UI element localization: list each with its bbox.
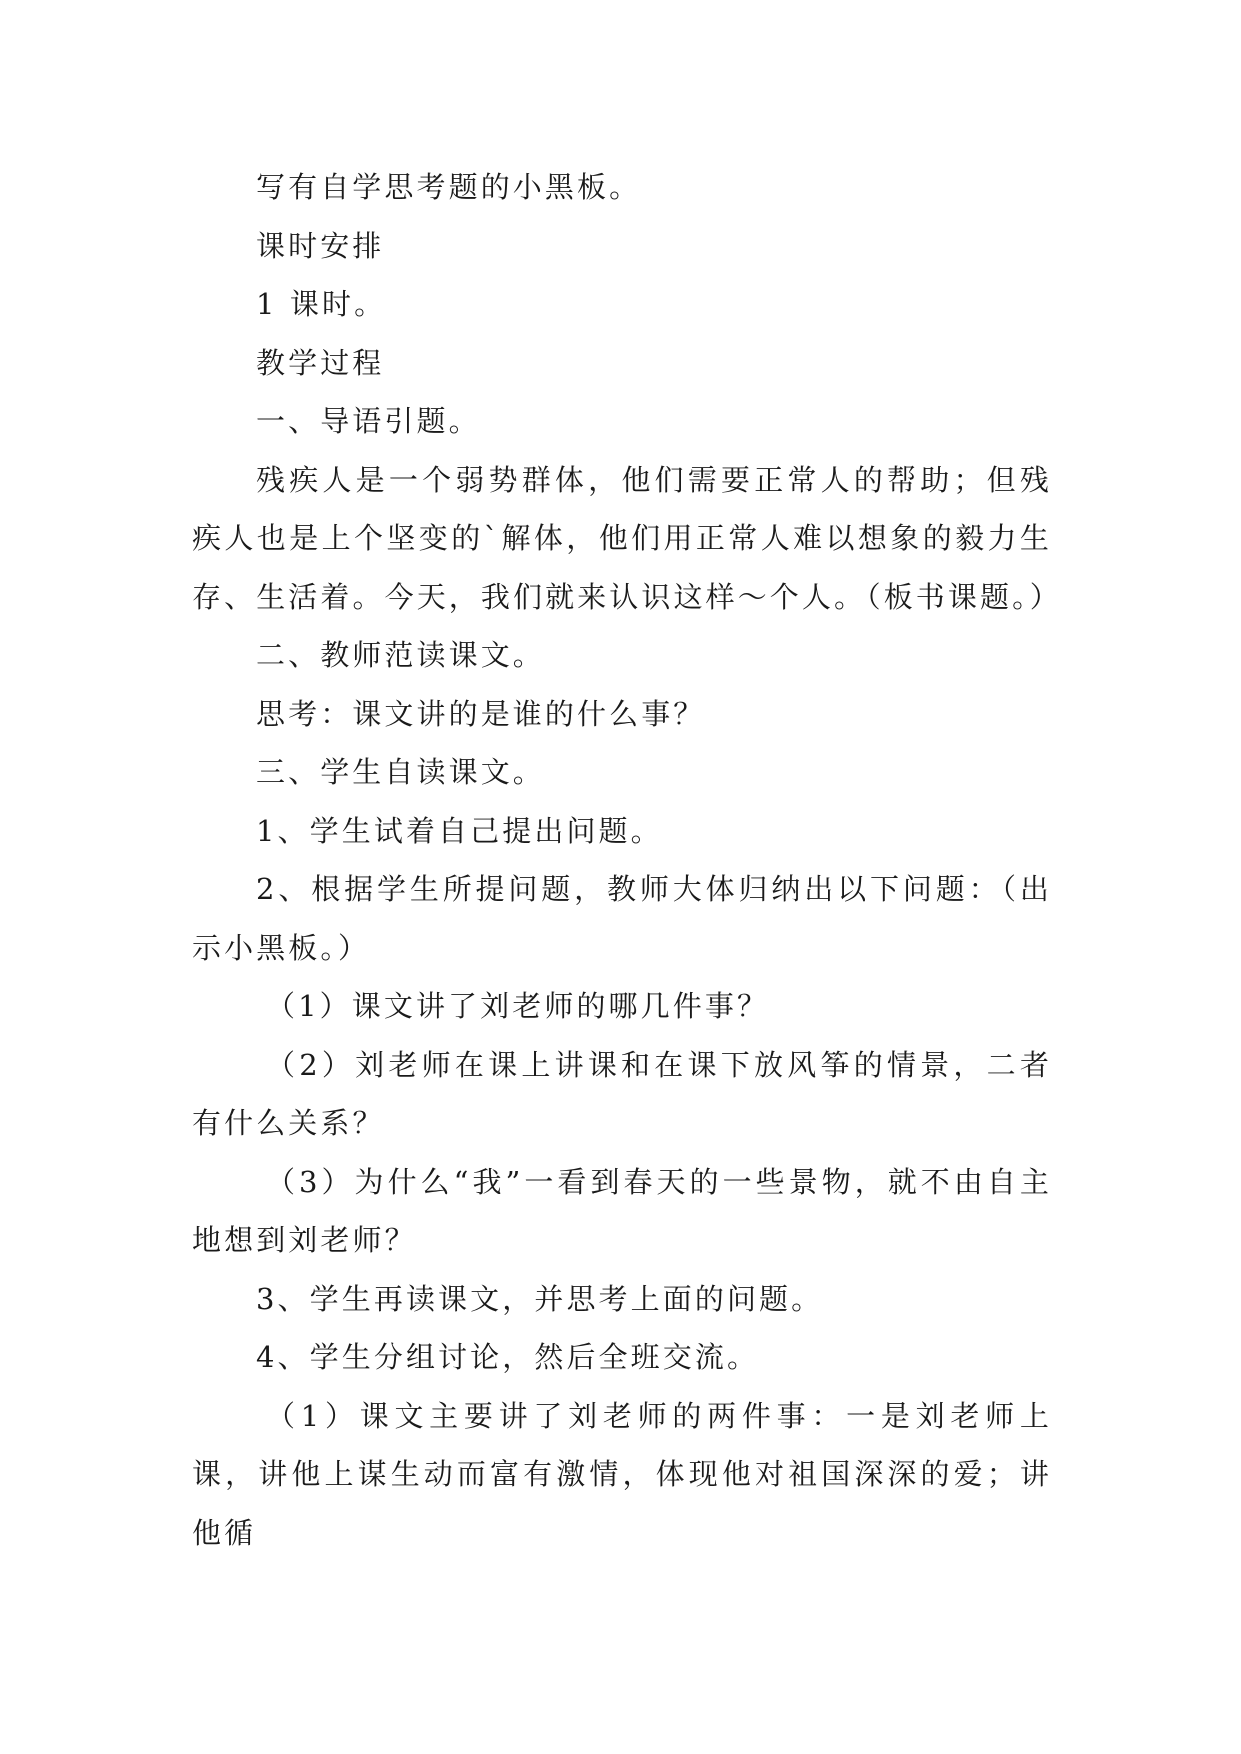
list-item-2: 2、根据学生所提问题，教师大体归纳出以下问题：（出示小黑板。） [192, 872, 1052, 965]
section-one-heading: 一、导语引题。 [256, 404, 481, 438]
paragraph-think-question: 思考：课文讲的是谁的什么事？ [256, 696, 706, 731]
paragraph-lesson-count: 1 课时。 [256, 287, 387, 321]
question-1: （1）课文讲了刘老师的哪几件事？ [266, 989, 770, 1023]
heading-schedule: 课时安排 [256, 228, 385, 263]
question-2: （2）刘老师在课上讲课和在课下放风筝的情景，二者有什么关系？ [192, 1047, 1052, 1140]
list-item-3: 3、学生再读课文，并思考上面的问题。 [256, 1281, 824, 1316]
heading-teaching-process: 教学过程 [256, 345, 385, 380]
document-body [192, 158, 1062, 1562]
list-item-4: 4、学生分组讨论，然后全班交流。 [256, 1340, 760, 1374]
question-3: （3）为什么“我”一看到春天的一些景物，就不由自主地想到刘老师？ [192, 1164, 1052, 1257]
paragraph-introduction: 残疾人是一个弱势群体，他们需要正常人的帮助；但残疾人也是上个坚变的`解体，他们用正常人难以想象的毅力生存、生活着。今天，我们就来认识这样～个人。（板书课题。） [192, 462, 1062, 614]
section-three-heading: 三、学生自读课文。 [256, 755, 545, 789]
section-two-heading: 二、教师范读课文。 [256, 638, 545, 672]
list-item-1: 1、学生试着自己提出问题。 [256, 813, 663, 848]
paragraph-materials: 写有自学思考题的小黑板。 [256, 170, 642, 204]
answer-1: （1）课文主要讲了刘老师的两件事：一是刘老师上课，讲他上谋生动而富有激情，体现他对祖国深深的爱；讲他循 [192, 1398, 1052, 1550]
